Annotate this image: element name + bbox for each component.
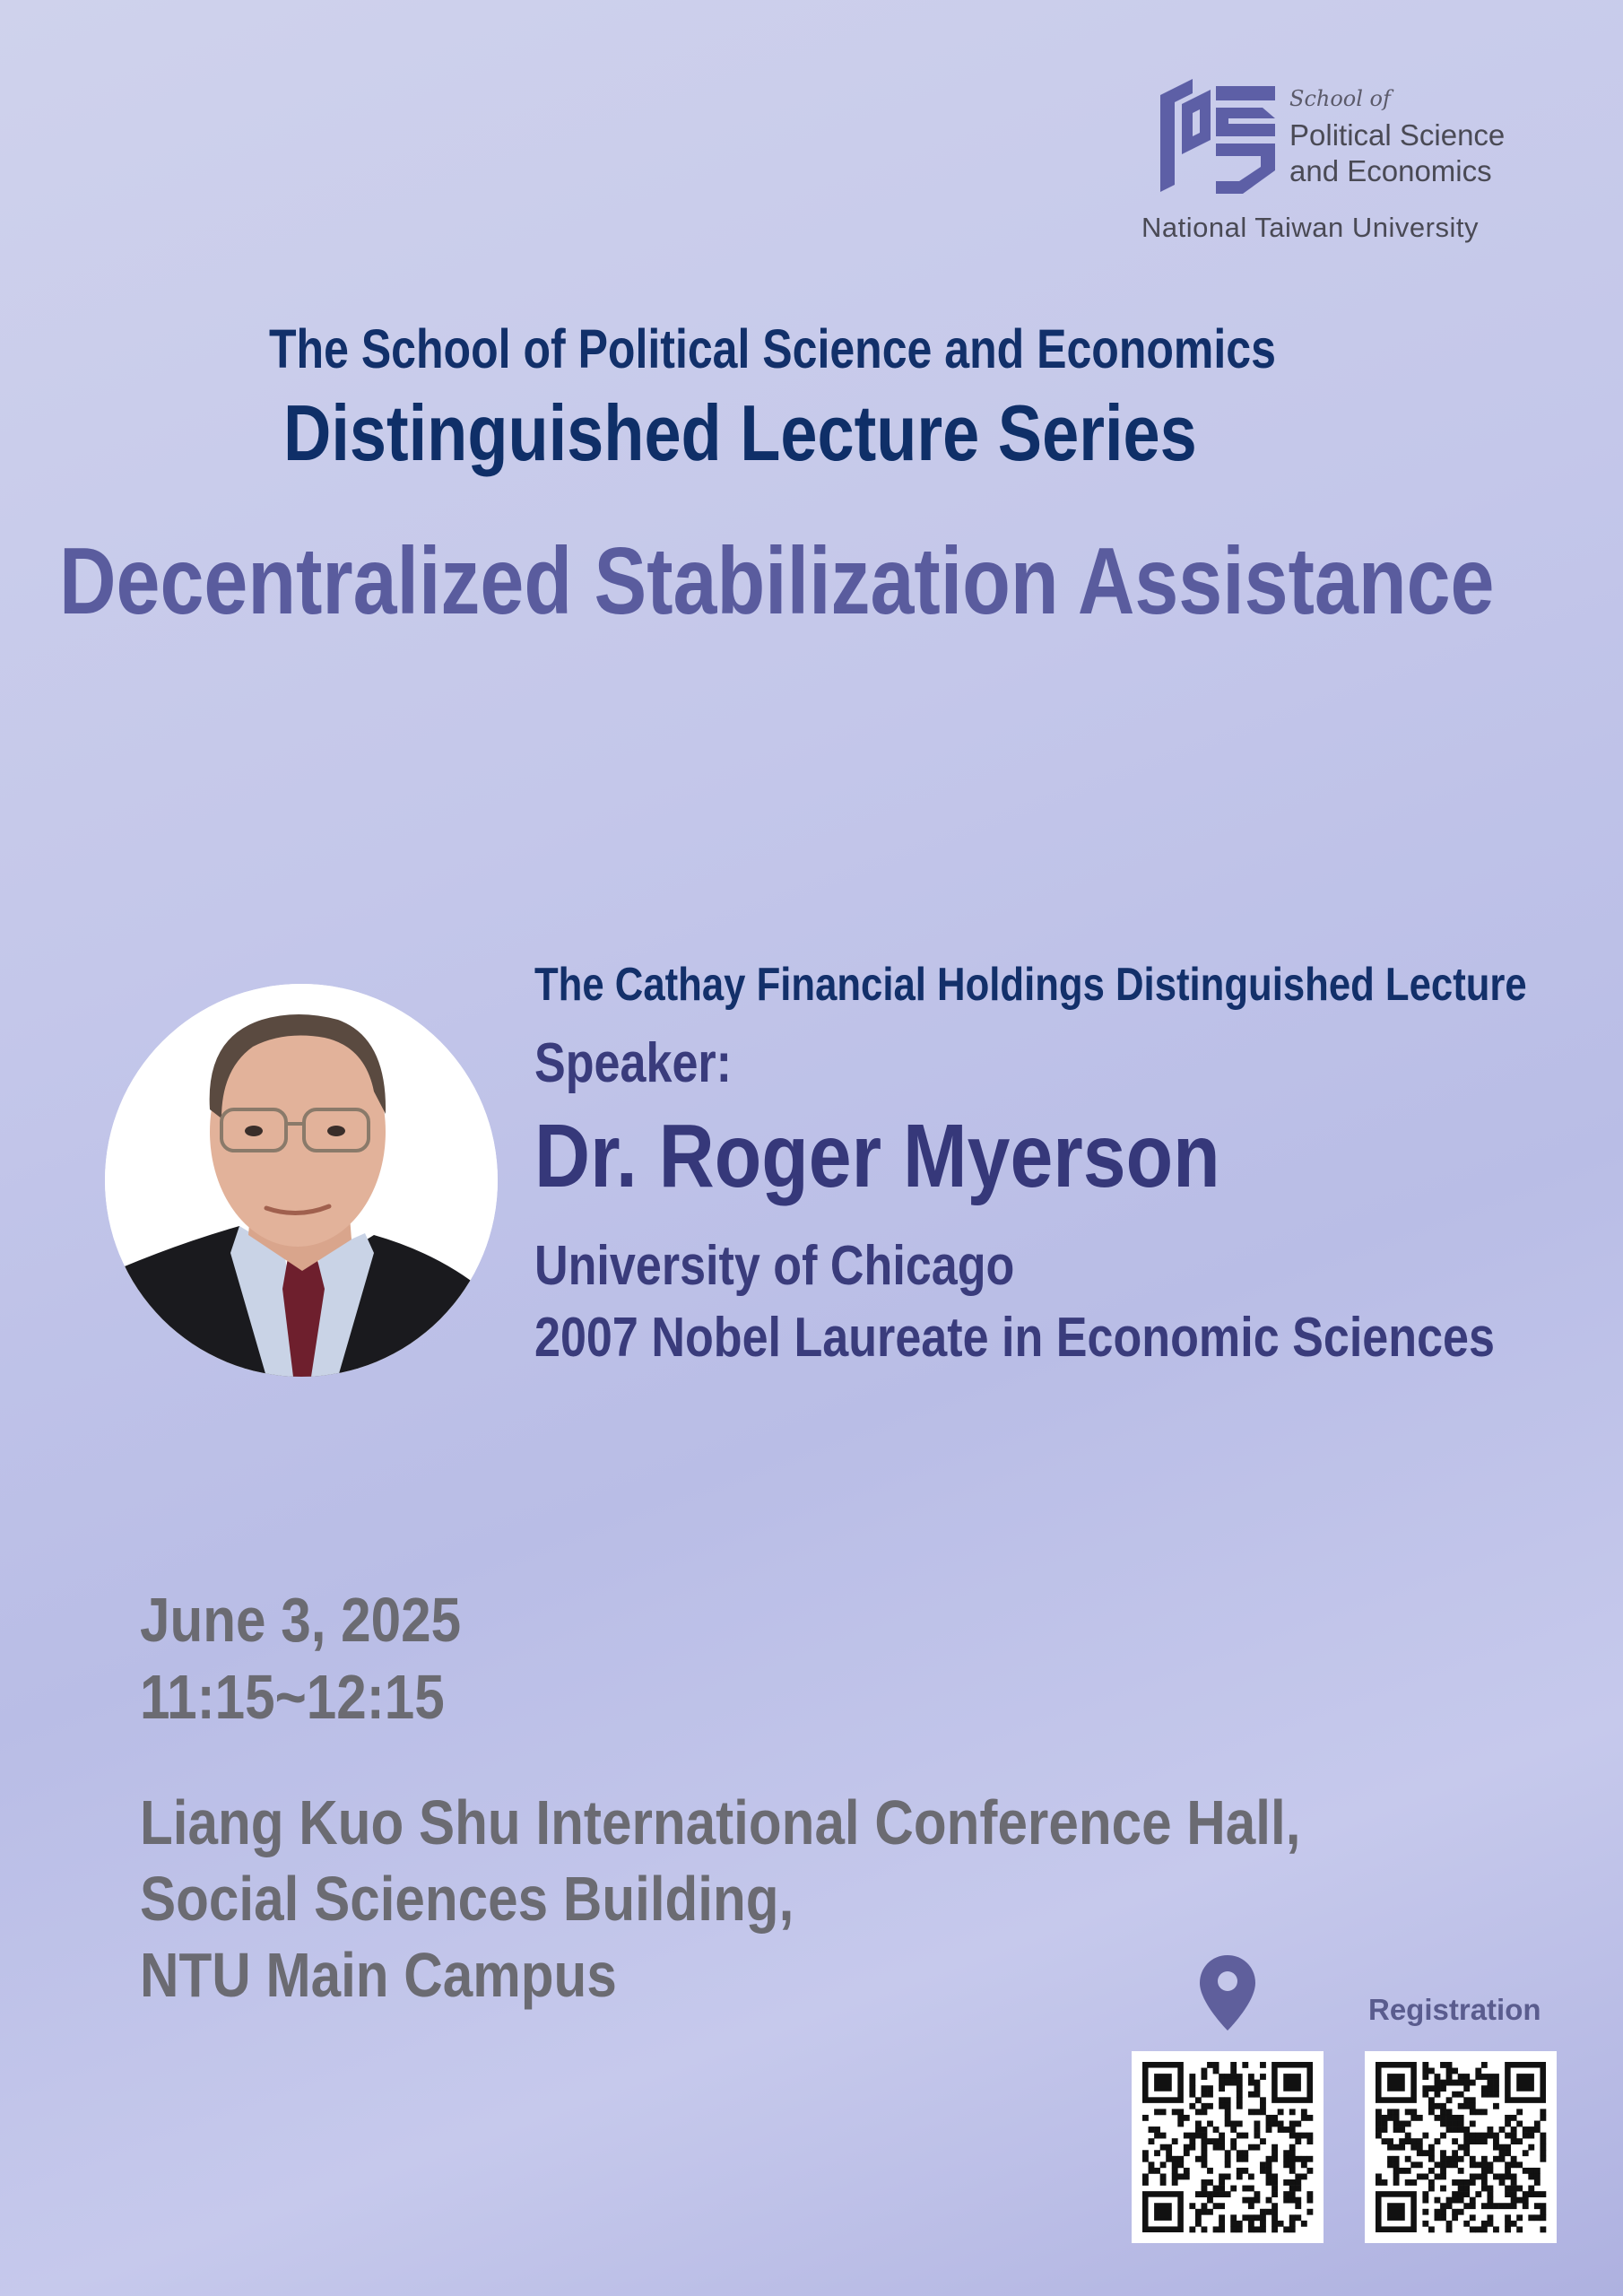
- speaker-label: Speaker:: [534, 1032, 733, 1094]
- venue-line-2: Social Sciences Building,: [140, 1864, 794, 1934]
- school-logo-mark-icon: [1157, 77, 1278, 198]
- speaker-affiliation: University of Chicago: [534, 1235, 1015, 1297]
- speaker-portrait-icon: [105, 984, 498, 1377]
- map-qr-icon: [1132, 2051, 1324, 2243]
- logo-school-of: School of: [1289, 86, 1391, 111]
- header-school-name: The School of Political Science and Economics: [269, 318, 1276, 379]
- logo-university: National Taiwan University: [1141, 212, 1479, 243]
- lecture-name: The Cathay Financial Holdings Distinguished Lecture: [534, 959, 1527, 1011]
- registration-qr-icon: [1365, 2051, 1557, 2243]
- speaker-award: 2007 Nobel Laureate in Economic Sciences: [534, 1307, 1495, 1369]
- map-qr-code[interactable]: [1132, 2051, 1324, 2243]
- speaker-photo: [105, 984, 498, 1377]
- lecture-title: Decentralized Stabilization Assistance: [59, 528, 1495, 634]
- speaker-name: Dr. Roger Myerson: [534, 1106, 1220, 1206]
- logo-line-2: and Economics: [1289, 154, 1492, 187]
- venue-line-1: Liang Kuo Shu International Conference Hall,: [140, 1787, 1301, 1857]
- registration-label: Registration: [1368, 1993, 1541, 2026]
- venue-line-3: NTU Main Campus: [140, 1940, 617, 2010]
- map-pin-icon: [1198, 1953, 1257, 2032]
- header-series-title: Distinguished Lecture Series: [283, 388, 1197, 477]
- registration-qr-code[interactable]: [1365, 2051, 1557, 2243]
- event-time: 11:15~12:15: [140, 1662, 445, 1732]
- school-logo: [1141, 77, 1578, 248]
- logo-line-1: Political Science: [1289, 118, 1506, 152]
- event-date: June 3, 2025: [140, 1585, 462, 1655]
